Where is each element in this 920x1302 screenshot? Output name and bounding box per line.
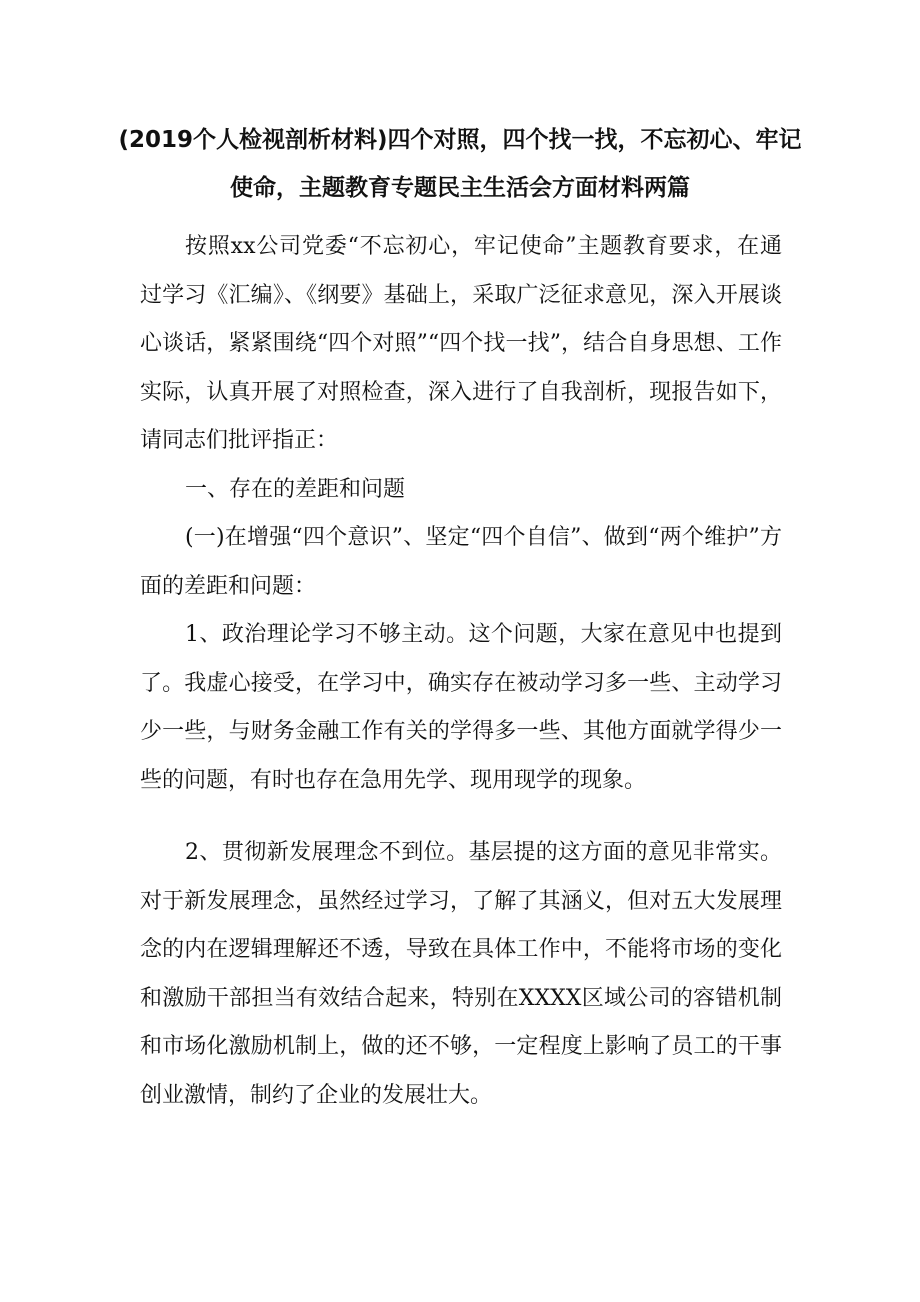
intro-paragraph: 按照xx公司党委“不忘初心，牢记使命”主题教育要求，在通过学习《汇编》、《纲要》基础上，采取广泛征求意见，深入开展谈心谈话，紧紧围绕“四个对照”“四个找一找”，结合自身思想、工作实际，认真开展了对照检查，深入进行了自我剖析，现报告如下，请同志们批评指正： (140, 234, 782, 453)
paragraph-spacer (140, 805, 782, 829)
document-title: (2019个人检视剖析材料)四个对照，四个找一找，不忘初心、牢记使命，主题教育专题民主生活会方面材料两篇 (118, 127, 802, 201)
subsection-heading: (一)在增强“四个意识”、坚定“四个自信”、做到“两个维护”方面的差距和问题： (140, 525, 782, 599)
issue-paragraph-1: 1、政治理论学习不够主动。这个问题，大家在意见中也提到了。我虚心接受，在学习中，确实存在被动学习多一些、主动学习少一些，与财务金融工作有关的学得多一些、其他方面就学得少一些的问题，有时也存在急用先学、现用现学的现象。 (140, 622, 782, 793)
document-body (140, 223, 782, 1120)
section-heading: 一、存在的差距和问题 (185, 476, 406, 502)
issue-paragraph-2: 2、贯彻新发展理念不到位。基层提的这方面的意见非常实。对于新发展理念，虽然经过学习，了解了其涵义，但对五大发展理念的内在逻辑理解还不透，导致在具体工作中，不能将市场的变化和激励干部担当有效结合起来，特别在XXXX区域公司的容错机制和市场化激励机制上，做的还不够，一定程度上影响了员工的干事创业激情，制约了企业的发展壮大。 (140, 840, 782, 1108)
